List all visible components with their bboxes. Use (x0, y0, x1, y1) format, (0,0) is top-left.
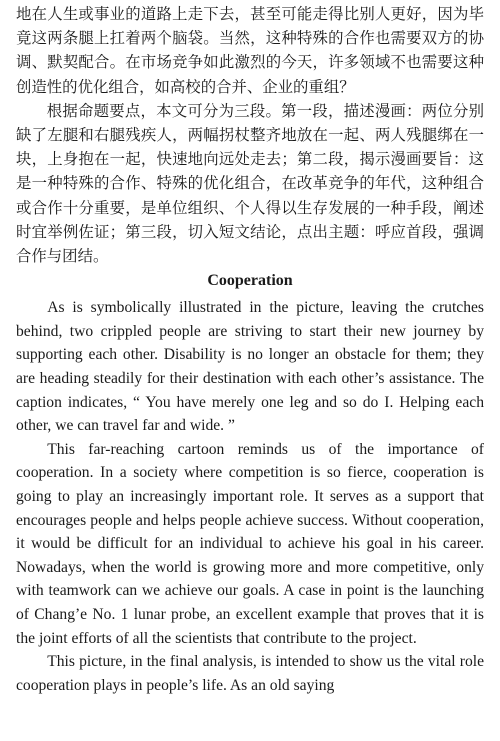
essay-title: Cooperation (207, 272, 293, 290)
document-page (16, 2, 484, 697)
essay-paragraph-3: This picture, in the final analysis, is intended to show us the vital role cooperation plays in people’s life. As an old saying (16, 653, 484, 694)
chinese-paragraph-1: 地在人生或事业的道路上走下去，甚至可能走得比别人更好，因为毕竟这两条腿上扛着两个脑袋。当然，这种特殊的合作也需要双方的协调、默契配合。在市场竞争如此激烈的今天，许多领域不也需要这种创造性的优化组合，如高校的合并、企业的重组？ (16, 5, 484, 96)
essay-paragraph-2: This far-reaching cartoon reminds us of the importance of cooperation. In a society where competition is so fierce, cooperation is going to play an increasingly important role. It serves as a support that encourages people and helps people achieve success. Without cooperation, it would be difficult for an individual to achieve his goal in his career. Nowadays, when the world is growing more and more competitive, only with teamwork can we achieve our goals. A case in point is the launching of Chang’e No. 1 lunar probe, an excellent example that proves that it is the joint efforts of all the scientists that contribute to the project. (16, 440, 484, 647)
essay-paragraph-1: As is symbolically illustrated in the picture, leaving the crutches behind, two crippled people are striving to start their new journey by supporting each other. Disability is no longer an obstacle for them; they are heading steadily for their destination with each other’s assistance. The caption indicates, “ You have merely one leg and so do I. Helping each other, we can travel far and wide. ” (16, 299, 484, 435)
chinese-paragraph-2: 根据命题要点，本文可分为三段。第一段，描述漫画：两位分别缺了左腿和右腿残疾人，两幅拐杖整齐地放在一起、两人残腿绑在一块，上身抱在一起，快速地向远处走去；第二段，揭示漫画要旨：这是一种特殊的合作、特殊的优化组合，在改革竞争的年代，这种组合或合作十分重要，是单位组织、个人得以生存发展的一种手段，阐述时宜举例佐证；第三段，切入短文结论，点出主题：呼应首段，强调合作与团结。 (16, 101, 484, 266)
